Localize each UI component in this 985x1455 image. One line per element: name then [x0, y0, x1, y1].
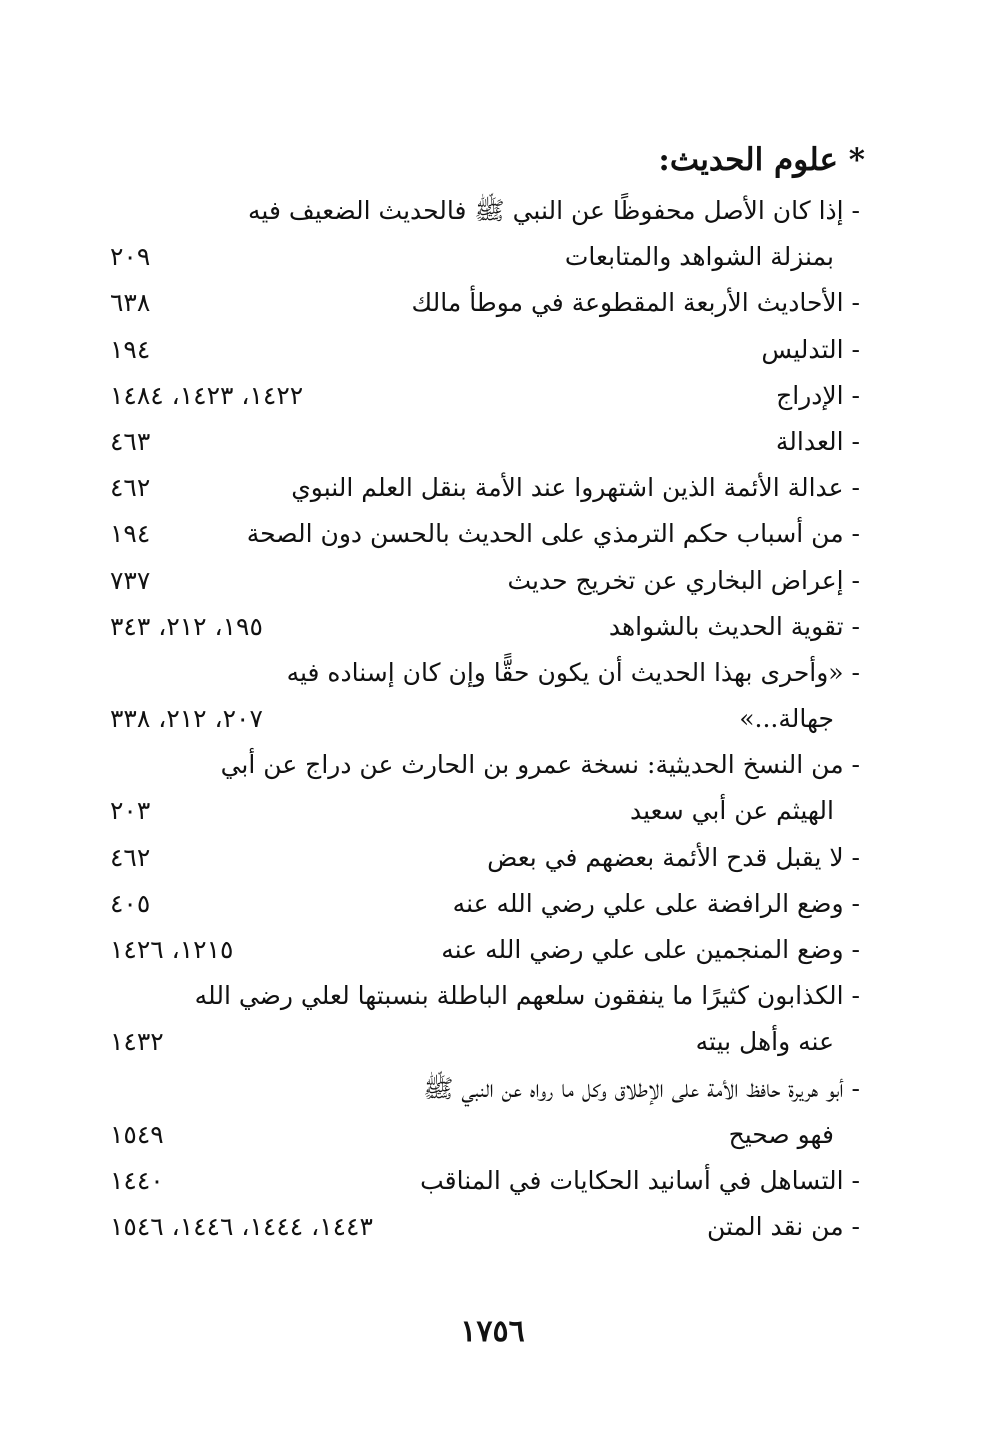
index-entry: [110, 650, 860, 696]
entry-page-refs: ١٤٢٢، ١٤٢٣، ١٤٨٤: [110, 380, 304, 410]
entry-text: - التساهل في أسانيد الحكايات في المناقب: [420, 1165, 860, 1195]
index-entries-list: [110, 188, 860, 1250]
entry-text: - من النسخ الحديثية: نسخة عمرو بن الحارث عن دراج عن أبي: [220, 750, 860, 780]
entry-text: - تقوية الحديث بالشواهد: [608, 611, 860, 641]
index-entry: [110, 927, 860, 973]
entry-page-refs: ٤٦٢: [110, 842, 151, 872]
entry-page-refs: ٢٠٩: [110, 242, 151, 272]
index-entry: [110, 558, 860, 604]
index-entry-continuation: [110, 1019, 860, 1065]
index-entry-continuation: [110, 1112, 860, 1158]
index-entry: [110, 881, 860, 927]
entry-page-refs: ١٩٥، ٢١٢، ٣٤٣: [110, 611, 263, 641]
entry-text: - الكذابون كثيرًا ما ينفقون سلعهم الباطلة بنسبتها لعلي رضي الله: [194, 981, 860, 1011]
entry-text: - إعراض البخاري عن تخريج حديث: [507, 565, 860, 595]
entry-text: عنه وأهل بيته: [695, 1027, 834, 1057]
entry-text: - من نقد المتن: [706, 1212, 860, 1242]
index-entry: [110, 419, 860, 465]
entry-text: - أبو هريرة حافظ الأمة على الإطلاق وكل ما رواه عن النبي ﷺ: [423, 1073, 860, 1103]
entry-text: - «وأحرى بهذا الحديث أن يكون حقًّا وإن كان إسناده فيه: [286, 657, 860, 687]
entry-text: - وضع الرافضة على علي رضي الله عنه: [452, 888, 860, 918]
index-entry: [110, 973, 860, 1019]
entry-text: - العدالة: [775, 426, 860, 456]
index-entry: [110, 188, 860, 234]
entry-text: - إذا كان الأصل محفوظًا عن النبي ﷺ فالحديث الضعيف فيه: [248, 196, 860, 225]
entry-text: - لا يقبل قدح الأئمة بعضهم في بعض: [487, 842, 860, 872]
page-number: ١٧٥٦: [460, 1314, 525, 1349]
entry-page-refs: ٦٣٨: [110, 288, 151, 318]
entry-page-refs: ٤٦٢: [110, 473, 151, 503]
entry-text: جهالة...»: [739, 704, 834, 734]
index-entry-continuation: [110, 788, 860, 834]
index-entry: [110, 373, 860, 419]
index-entry: [110, 465, 860, 511]
index-entry: [110, 742, 860, 788]
index-entry: [110, 511, 860, 557]
index-entry: [110, 280, 860, 326]
entry-page-refs: ١٤٤٠: [110, 1165, 164, 1195]
index-entry-continuation: [110, 234, 860, 280]
entry-page-refs: ٤٠٥: [110, 888, 151, 918]
entry-page-refs: ١٤٣٢: [110, 1027, 164, 1057]
entry-text: - من أسباب حكم الترمذي على الحديث بالحسن دون الصحة: [246, 519, 860, 549]
index-entry: [110, 1066, 860, 1112]
entry-page-refs: ٧٣٧: [110, 565, 151, 595]
entry-page-refs: ١٤٤٣، ١٤٤٤، ١٤٤٦، ١٥٤٦: [110, 1212, 373, 1242]
entry-text: الهيثم عن أبي سعيد: [629, 796, 834, 826]
entry-text: بمنزلة الشواهد والمتابعات: [564, 242, 834, 272]
entry-text: - الأحاديث الأربعة المقطوعة في موطأ مالك: [411, 288, 860, 318]
entry-page-refs: ١٩٤: [110, 334, 151, 364]
index-entry: [110, 327, 860, 373]
entry-page-refs: ٢٠٣: [110, 796, 151, 826]
entry-page-refs: ١٩٤: [110, 519, 151, 549]
index-entry: [110, 604, 860, 650]
index-entry-continuation: [110, 696, 860, 742]
entry-page-refs: ١٢١٥، ١٤٢٦: [110, 935, 234, 964]
entry-text: - التدليس: [761, 334, 860, 364]
entry-page-refs: ٢٠٧، ٢١٢، ٣٣٨: [110, 704, 263, 734]
entry-text: فهو صحيح: [728, 1119, 834, 1149]
index-entry: [110, 835, 860, 881]
entry-text: - الإدراج: [776, 380, 860, 410]
entry-text: - عدالة الأئمة الذين اشتهروا عند الأمة بنقل العلم النبوي: [291, 473, 860, 503]
entry-page-refs: ١٥٤٩: [110, 1119, 164, 1149]
section-heading: * علوم الحديث:: [658, 142, 865, 178]
entry-page-refs: ٤٦٣: [110, 426, 151, 456]
index-entry: [110, 1158, 860, 1204]
entry-text: - وضع المنجمين على علي رضي الله عنه: [441, 935, 860, 964]
index-entry: [110, 1204, 860, 1250]
